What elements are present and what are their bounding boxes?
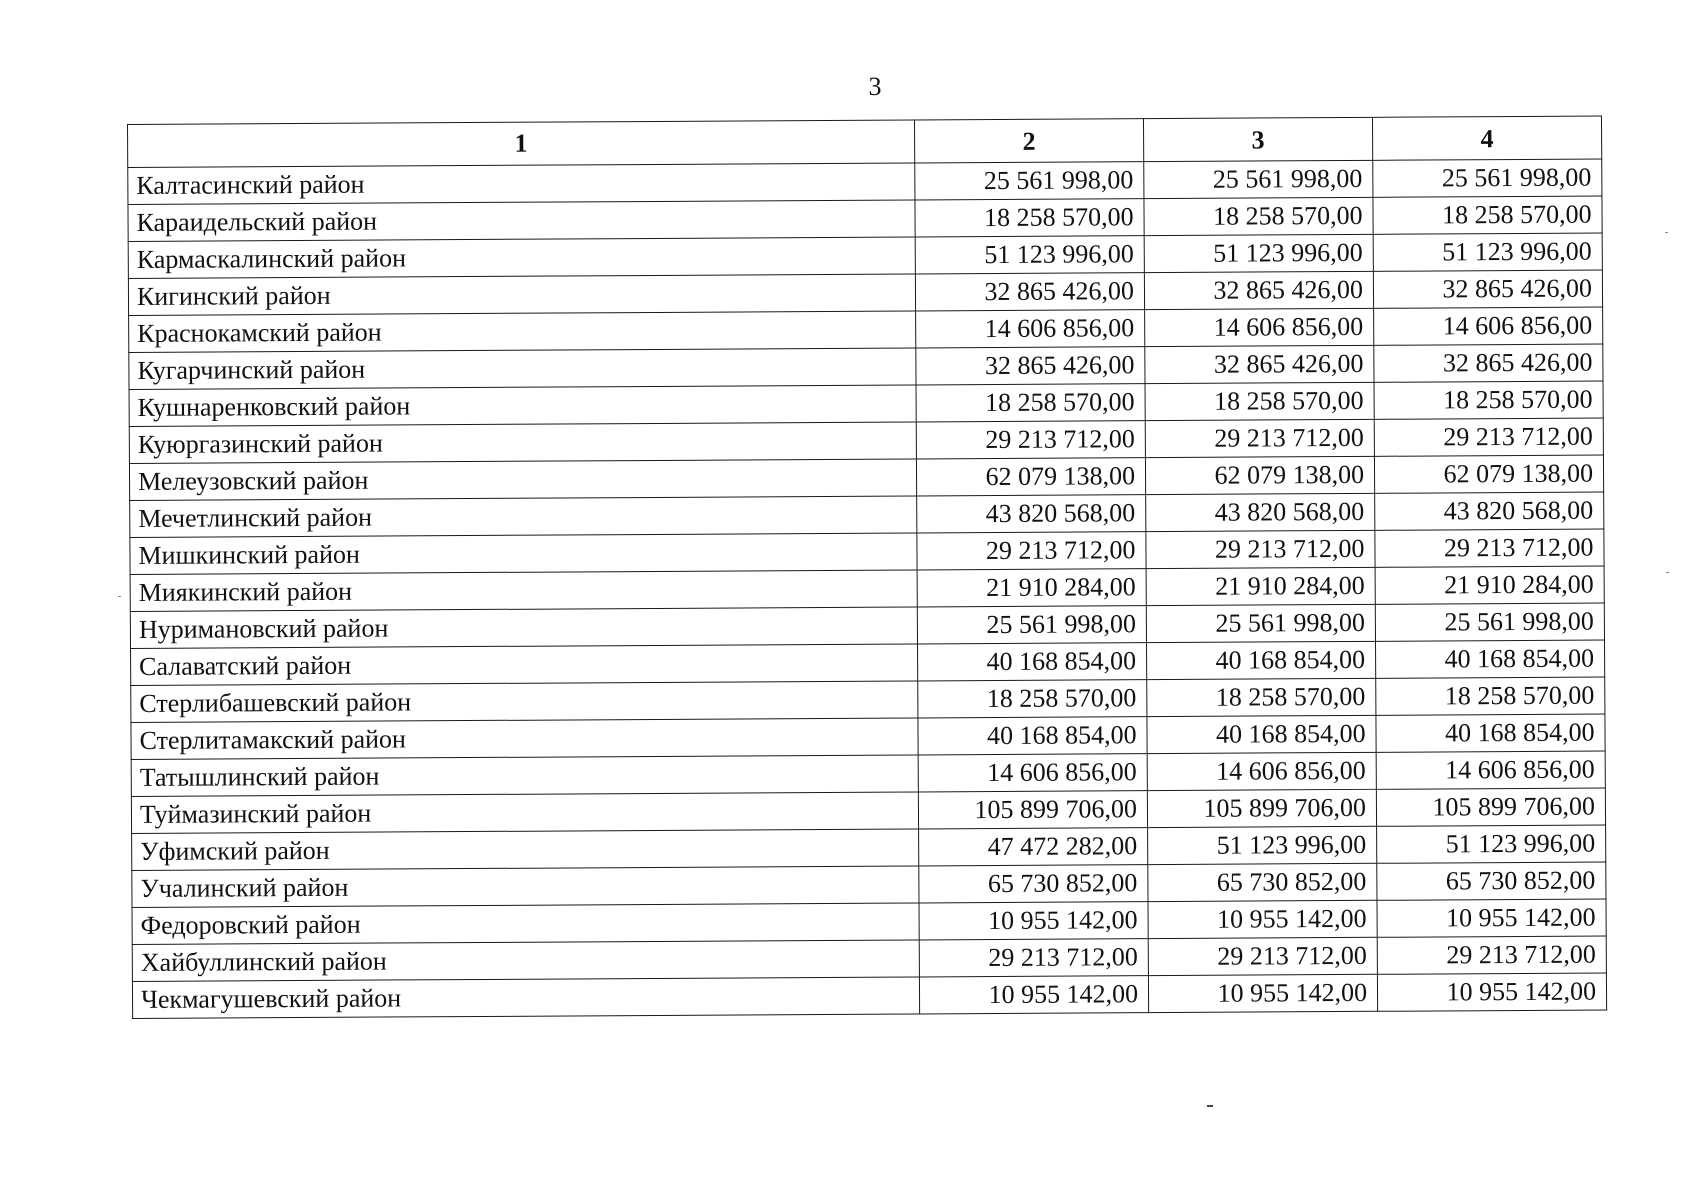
district-name: Уфимский район — [132, 829, 919, 871]
scan-speck — [1665, 232, 1668, 233]
amount-col-2: 32 865 426,00 — [915, 273, 1144, 311]
scan-speck — [118, 596, 121, 597]
district-name: Чекмагушевский район — [132, 977, 919, 1019]
amount-col-2: 65 730 852,00 — [919, 865, 1148, 903]
district-name: Мечетлинский район — [130, 496, 917, 538]
amount-col-3: 32 865 426,00 — [1144, 271, 1373, 309]
district-name: Салаватский район — [131, 644, 918, 686]
amount-col-2: 18 258 570,00 — [918, 680, 1147, 718]
table-row — [132, 973, 1606, 1018]
amount-col-4: 105 899 706,00 — [1376, 788, 1605, 826]
amount-col-3: 43 820 568,00 — [1146, 493, 1375, 531]
district-name: Федоровский район — [132, 903, 919, 945]
amount-col-3: 18 258 570,00 — [1144, 197, 1373, 235]
district-name: Куюргазинский район — [129, 422, 916, 464]
district-name: Миякинский район — [130, 570, 917, 612]
amount-col-2: 29 213 712,00 — [916, 421, 1145, 459]
amount-col-3: 105 899 706,00 — [1147, 789, 1376, 827]
amount-col-2: 51 123 996,00 — [915, 236, 1144, 274]
district-name: Хайбуллинский район — [132, 940, 919, 982]
amount-col-3: 29 213 712,00 — [1146, 530, 1375, 568]
amount-col-3: 14 606 856,00 — [1147, 752, 1376, 790]
amount-col-3: 32 865 426,00 — [1145, 345, 1374, 383]
amount-col-4: 25 561 998,00 — [1375, 603, 1604, 641]
table-container — [127, 116, 1607, 1019]
district-name: Нуримановский район — [130, 607, 917, 649]
amount-col-3: 65 730 852,00 — [1148, 863, 1377, 901]
amount-col-4: 62 079 138,00 — [1374, 455, 1603, 493]
data-table — [127, 116, 1607, 1019]
district-name: Мелеузовский район — [129, 459, 916, 501]
amount-col-2: 47 472 282,00 — [919, 828, 1148, 866]
district-name: Мишкинский район — [130, 533, 917, 575]
amount-col-2: 21 910 284,00 — [917, 569, 1146, 607]
amount-col-2: 32 865 426,00 — [916, 347, 1145, 385]
amount-col-3: 51 123 996,00 — [1144, 234, 1373, 272]
amount-col-2: 29 213 712,00 — [917, 532, 1146, 570]
amount-col-3: 62 079 138,00 — [1145, 456, 1374, 494]
amount-col-2: 14 606 856,00 — [918, 754, 1147, 792]
amount-col-3: 21 910 284,00 — [1146, 567, 1375, 605]
amount-col-4: 18 258 570,00 — [1373, 196, 1602, 234]
district-name: Туймазинский район — [131, 792, 918, 834]
district-name: Калтасинский район — [128, 163, 915, 205]
amount-col-3: 14 606 856,00 — [1145, 308, 1374, 346]
amount-col-2: 18 258 570,00 — [916, 384, 1145, 422]
amount-col-4: 43 820 568,00 — [1375, 492, 1604, 530]
district-name: Кигинский район — [128, 274, 915, 316]
amount-col-2: 40 168 854,00 — [918, 717, 1147, 755]
amount-col-2: 105 899 706,00 — [918, 791, 1147, 829]
district-name: Стерлибашевский район — [131, 681, 918, 723]
amount-col-3: 40 168 854,00 — [1147, 715, 1376, 753]
district-name: Караидельский район — [128, 200, 915, 242]
column-header-3: 3 — [1143, 117, 1372, 161]
amount-col-3: 29 213 712,00 — [1148, 937, 1377, 975]
amount-col-4: 32 865 426,00 — [1374, 344, 1603, 382]
amount-col-3: 10 955 142,00 — [1148, 974, 1377, 1012]
district-name: Кушнаренковский район — [129, 385, 916, 427]
district-name: Кармаскалинский район — [128, 237, 915, 279]
amount-col-2: 62 079 138,00 — [916, 458, 1145, 496]
page-number: 3 — [868, 72, 882, 101]
amount-col-3: 18 258 570,00 — [1145, 382, 1374, 420]
district-name: Татышлинский район — [131, 755, 918, 797]
amount-col-4: 29 213 712,00 — [1374, 418, 1603, 456]
district-name: Стерлитамакский район — [131, 718, 918, 760]
amount-col-2: 40 168 854,00 — [918, 643, 1147, 681]
amount-col-4: 21 910 284,00 — [1375, 566, 1604, 604]
amount-col-2: 25 561 998,00 — [915, 162, 1144, 200]
district-name: Краснокамский район — [129, 311, 916, 353]
amount-col-2: 29 213 712,00 — [919, 939, 1148, 977]
amount-col-4: 51 123 996,00 — [1377, 825, 1606, 863]
amount-col-4: 40 168 854,00 — [1376, 640, 1605, 678]
district-name: Учалинский район — [132, 866, 919, 908]
amount-col-2: 10 955 142,00 — [919, 902, 1148, 940]
scan-speck — [1207, 1105, 1213, 1107]
amount-col-4: 29 213 712,00 — [1377, 936, 1606, 974]
column-header-2: 2 — [914, 119, 1143, 163]
amount-col-4: 65 730 852,00 — [1377, 862, 1606, 900]
amount-col-3: 18 258 570,00 — [1147, 678, 1376, 716]
amount-col-4: 40 168 854,00 — [1376, 714, 1605, 752]
amount-col-4: 32 865 426,00 — [1373, 270, 1602, 308]
amount-col-4: 25 561 998,00 — [1373, 159, 1602, 197]
amount-col-3: 51 123 996,00 — [1148, 826, 1377, 864]
scan-speck — [1666, 572, 1669, 573]
table-body — [128, 159, 1607, 1018]
column-header-4: 4 — [1372, 116, 1601, 160]
amount-col-2: 25 561 998,00 — [917, 606, 1146, 644]
amount-col-4: 18 258 570,00 — [1376, 677, 1605, 715]
amount-col-2: 10 955 142,00 — [919, 976, 1148, 1014]
amount-col-2: 14 606 856,00 — [916, 310, 1145, 348]
amount-col-4: 18 258 570,00 — [1374, 381, 1603, 419]
district-name: Кугарчинский район — [129, 348, 916, 390]
amount-col-4: 29 213 712,00 — [1375, 529, 1604, 567]
amount-col-4: 14 606 856,00 — [1376, 751, 1605, 789]
amount-col-4: 14 606 856,00 — [1374, 307, 1603, 345]
amount-col-3: 29 213 712,00 — [1145, 419, 1374, 457]
amount-col-4: 10 955 142,00 — [1377, 973, 1606, 1011]
amount-col-2: 43 820 568,00 — [917, 495, 1146, 533]
column-header-1: 1 — [128, 120, 915, 168]
amount-col-4: 51 123 996,00 — [1373, 233, 1602, 271]
amount-col-3: 40 168 854,00 — [1147, 641, 1376, 679]
amount-col-2: 18 258 570,00 — [915, 199, 1144, 237]
amount-col-3: 25 561 998,00 — [1146, 604, 1375, 642]
amount-col-4: 10 955 142,00 — [1377, 899, 1606, 937]
amount-col-3: 25 561 998,00 — [1144, 160, 1373, 198]
amount-col-3: 10 955 142,00 — [1148, 900, 1377, 938]
